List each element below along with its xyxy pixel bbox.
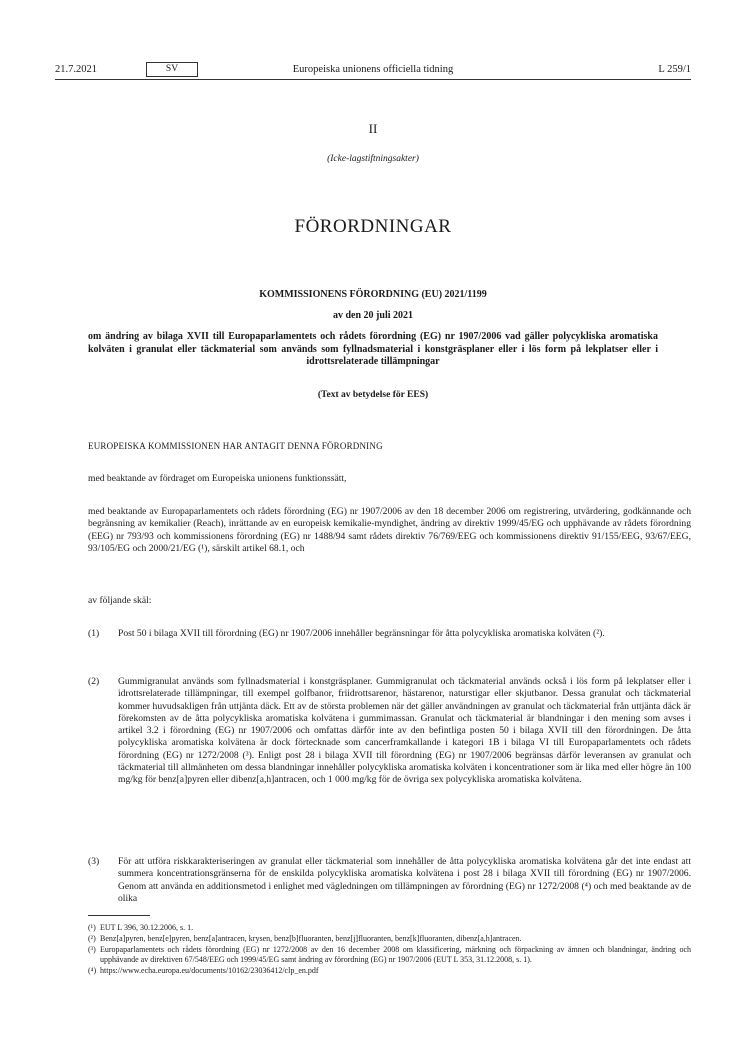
footnote-text: Benz[a]pyren, benz[e]pyren, benz[a]antracen, krysen, benz[b]fluoranten, benz[j]fluoranten, benz[k]fluoranten, dibenz[a,h]antracen. [100,933,522,943]
regulation-title: KOMMISSIONENS FÖRORDNING (EU) 2021/1199 [259,289,487,300]
commission-statement: EUROPEISKA KOMMISSIONEN HAR ANTAGIT DENNA FÖRORDNING [88,441,383,451]
section-subtitle: (Icke-lagstiftningsakter) [327,154,419,164]
recital-regulation: med beaktande av Europaparlamentets och rådets förordning (EG) nr 1907/2006 av den 18 december 2006 om registrering, utvärdering, godkännande och begränsning av kemikalier (Reach), inrättande av en europeisk kemikalie-myndighet, ändring av direktiv 1999/45/EG och upphävande av rådets förordning (EEG) nr 793/93 och kommissionens förordning (EG) nr 1488/94 samt rådets direktiv 76/769/EEG och kommissionens direktiv 91/155/EEG, 93/67/EEG, 93/105/EG och 2000/21/EG (¹), särskilt artikel 68.1, och [88,506,691,554]
footnote-text: EUT L 396, 30.12.2006, s. 1. [100,923,194,932]
recital-text: För att utföra riskkarakteriseringen av granulat eller täckmaterial som innehåller de åtta polycykliska aromatiska kolvätena går det inte endast att summera koncentrationsgränserna för de enskilda polycykliska aromatiska kolvätena i post 28 i bilaga XVII till förordning (EG) nr 1907/2006. Genom att använda en additionsmetod i enlighet med vägledningen om tillämpningen av förordning (EG) nr 1272/2008 (⁴) och med beaktande av de olika [118,856,691,904]
section-heading: FÖRORDNINGAR [294,216,452,237]
regulation-date: av den 20 juli 2021 [332,310,413,321]
recital-text: Gummigranulat används som fyllnadsmaterial i konstgräsplaner. Gummigranulat och täckmaterial används också i lös form på lekplatser eller i idrottsrelaterade tillämpningar, till exempel golfbanor, friidrottsarenor, hästarenor, naturstigar eller skjutbanor. Dessa granulat och täckmaterial kommer huvudsakligen från uttjänta däck. Ett av de största problemen när det gäller användningen av granulat och täckmaterial från uttjänta däck är förekomsten av de åtta polycykliska aromatiska kolvätena i gummimassan. Granulat och täckmaterial är blandningar i den mening som avses i artikel 3.2 i förordning (EG) nr 1907/2006 och omfattas därför inte av den befintliga posten 50 i bilaga XVII till den förordningen. De åtta polycykliska aromatiska kolvätena är dock förtecknade som cancerframkallande i kategori 1B i bilaga VI till Europaparlamentets och rådets förordning (EG) nr 1272/2008 (³). Enligt post 28 i bilaga XVII till förordning (EG) nr 1907/2006 begränsas därför leveransen av granulat och täckmaterial till allmänheten om dessa blandningar innehåller polycykliska aromatiska kolväten i koncentrationer som är lika med eller högre än 100 mg/kg för benz[a]pyren eller dibenz[a,h]antracen, och 1 000 mg/kg för de övriga sex polycykliska aromatiska kolvätena. [118,676,691,786]
recital-number: (3) [88,856,100,867]
recital-intro: av följande skäl: [88,595,152,606]
recital-item [88,856,691,905]
footnote [88,934,691,944]
page-reference: L 259/1 [658,64,691,75]
footnote-mark: (¹) [88,923,96,932]
page-header [55,64,691,80]
recital-text: Post 50 i bilaga XVII till förordning (EG) nr 1907/2006 innehåller begränsningar för åtta polycykliska aromatiska kolväten (²). [118,628,605,639]
footnote-mark: (⁴) [88,965,97,975]
footnote [88,966,691,976]
footnote-text: Europaparlamentets och rådets förordning (EG) nr 1272/2008 av den 16 december 2008 om klassificering, märkning och förpackning av ämnen och blandningar, ändring och upphävande av direktiven 67/548/EEG och 1999/45/EG samt ändring av förordning (EG) nr 1907/2006 (EUT L 353, 31.12.2008, s. 1). [100,944,691,964]
language-badge: SV [146,62,198,77]
ees-note: (Text av betydelse för EES) [317,390,429,400]
footnote [88,945,691,966]
footnote-mark: (³) [88,944,96,954]
recital-item [88,628,691,640]
recital-number: (1) [88,628,100,639]
regulation-subject: om ändring av bilaga XVII till Europaparlamentets och rådets förordning (EG) nr 1907/2006 vad gäller polycykliska aromatiska kolväten i granulat eller täckmaterial som används som fyllnadsmaterial i konstgräsplaner eller i lös form på lekplatser eller i idrottsrelaterade tillämpningar [88,331,658,368]
recital-treaty: med beaktande av fördraget om Europeiska unionens funktionssätt, [88,473,347,484]
header-rule [55,79,691,80]
section-number: II [368,121,378,136]
footnote-mark: (²) [88,933,96,943]
footnote [88,923,691,933]
recital-number: (2) [88,676,100,687]
footnotes [88,923,691,976]
recital-item [88,676,691,787]
header-date: 21.7.2021 [55,64,97,75]
journal-title: Europeiska unionens officiella tidning [292,64,454,75]
footnote-rule [88,915,150,916]
footnote-link[interactable]: https://www.echa.europa.eu/documents/10162/23036412/clp_en.pdf [100,965,319,975]
